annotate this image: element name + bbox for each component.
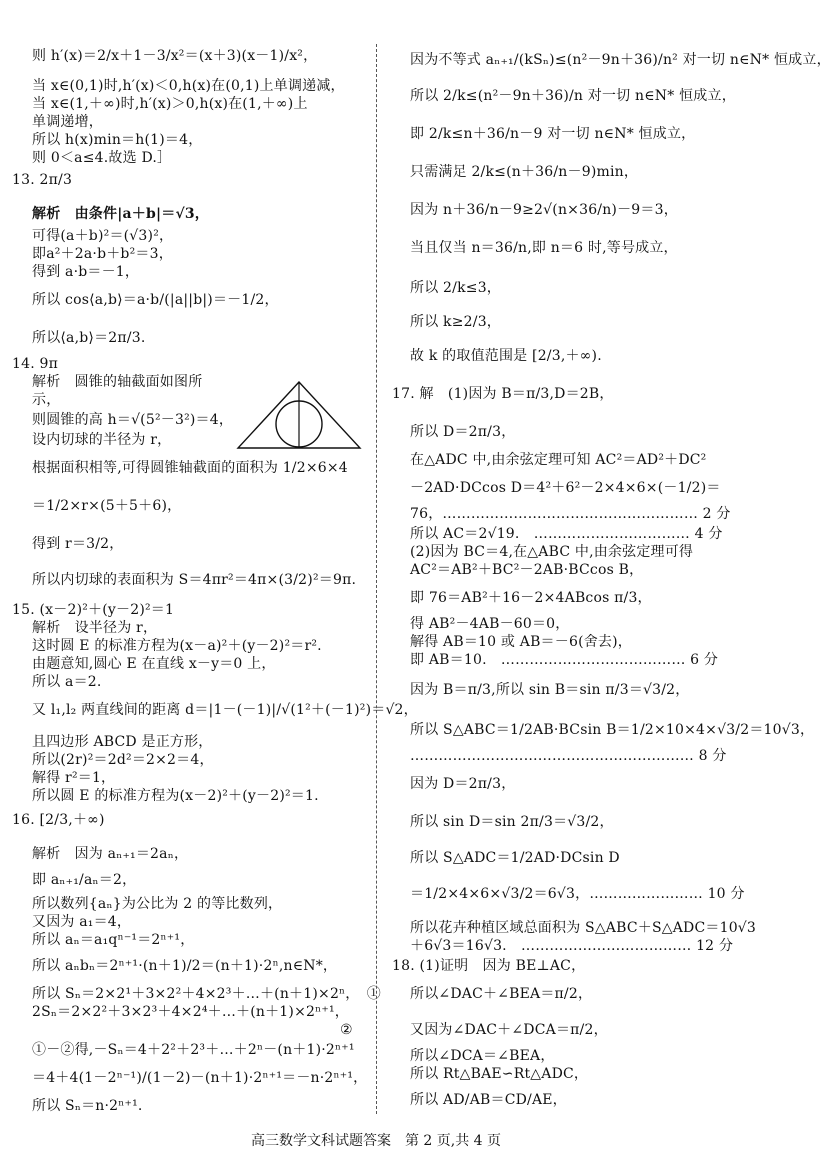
text-line: 所以 cos⟨a,b⟩＝a·b/(|a||b|)＝－1/2， xyxy=(32,292,279,308)
text-line: 13. 2π/3 xyxy=(12,172,73,188)
text-line: 17. 解 (1)因为 B＝π/3,D＝2B， xyxy=(392,386,614,402)
text-line: 所以(2r)²＝2d²＝2×2＝4， xyxy=(32,752,214,768)
text-line: 2Sₙ＝2×2²＋3×2³＋4×2⁴＋…＋(n＋1)×2ⁿ⁺¹， xyxy=(32,1004,349,1020)
text-line: 所以 S△ADC＝1/2AD·DCsin D xyxy=(410,850,620,866)
text-line: 故 k 的取值范围是 [2/3,＋∞). xyxy=(410,348,602,364)
text-line: 得到 a·b＝－1， xyxy=(32,264,140,280)
text-line: 所以 2/k≤3， xyxy=(410,280,501,296)
text-line: 且四边形 ABCD 是正方形， xyxy=(32,734,213,750)
text-line: 所以花卉种植区域总面积为 S△ABC＋S△ADC＝10√3 xyxy=(410,920,757,936)
text-line: 所以 h(x)min＝h(1)＝4， xyxy=(32,132,203,148)
text-line: 又 l₁,l₂ 两直线间的距离 d＝|1－(－1)|/√(1²＋(－1)²)＝√2， xyxy=(32,702,418,718)
text-line: 所以 Rt△BAE∽Rt△ADC， xyxy=(410,1066,589,1082)
text-line: 所以∠DCA＝∠BEA， xyxy=(410,1048,555,1064)
text-line: 根据面积相等,可得圆锥轴截面的面积为 1/2×6×4 xyxy=(32,460,348,476)
text-line: 所以∠DAC＋∠BEA＝π/2， xyxy=(410,986,593,1002)
text-line: 所以 Sₙ＝2×2¹＋3×2²＋4×2³＋…＋(n＋1)×2ⁿ， ① xyxy=(32,986,381,1002)
text-line: 则 0＜a≤4.故选 D.］ xyxy=(32,150,172,166)
text-line: AC²＝AB²＋BC²－2AB·BCcos B， xyxy=(410,562,644,578)
text-line: 所以数列{aₙ}为公比为 2 的等比数列， xyxy=(32,896,283,912)
text-line: 所以 k≥2/3， xyxy=(410,314,501,330)
text-line: 因为 D＝2π/3， xyxy=(410,776,516,792)
text-line: 即a²＋2a·b＋b²＝3， xyxy=(32,246,173,262)
text-line: 所以 D＝2π/3， xyxy=(410,424,516,440)
text-line: 解得 r²＝1， xyxy=(32,770,116,786)
text-line: 当 x∈(0,1)时,h′(x)＜0,h(x)在(0,1)上单调递减， xyxy=(32,78,345,94)
text-line: 由题意知,圆心 E 在直线 x－y＝0 上， xyxy=(32,656,276,672)
text-line: －2AD·DCcos D＝4²＋6²－2×4×6×(－1/2)＝ xyxy=(410,480,721,496)
text-line: ＝1/2×4×6×√3/2＝6√3，…………………… 10 分 xyxy=(410,886,745,902)
text-line: 解析 圆锥的轴截面如图所 xyxy=(32,374,203,390)
text-line: 所以 aₙbₙ＝2ⁿ⁺¹·(n＋1)/2＝(n＋1)·2ⁿ,n∈N*， xyxy=(32,958,338,974)
text-line: 解析 由条件|a＋b|＝√3， xyxy=(32,206,209,222)
text-line: 15. (x－2)²＋(y－2)²＝1 xyxy=(12,602,175,618)
text-line: 又因为 a₁＝4， xyxy=(32,914,132,930)
text-line: ①－②得,－Sₙ＝4＋2²＋2³＋…＋2ⁿ－(n＋1)·2ⁿ⁺¹ xyxy=(32,1042,355,1058)
text-line: 76，……………………………………………… 2 分 xyxy=(410,506,731,522)
text-line: 所以 aₙ＝a₁qⁿ⁻¹＝2ⁿ⁺¹， xyxy=(32,932,195,948)
text-line: 18. (1)证明 因为 BE⊥AC， xyxy=(392,958,586,974)
text-line: 所以⟨a,b⟩＝2π/3. xyxy=(32,330,146,346)
text-line: 解得 AB＝10 或 AB＝－6(舍去)， xyxy=(410,634,632,650)
text-line: 因为 n＋36/n－9≥2√(n×36/n)－9＝3， xyxy=(410,202,678,218)
text-line: 即 AB＝10. ………………………………… 6 分 xyxy=(410,652,719,668)
cone-cross-section-figure xyxy=(236,380,362,452)
text-line: 这时圆 E 的标准方程为(x－a)²＋(y－2)²＝r². xyxy=(32,638,322,654)
right-column xyxy=(380,0,831,1123)
column-divider xyxy=(376,44,377,1114)
left-column xyxy=(0,0,418,1123)
text-line: 即 aₙ₊₁/aₙ＝2， xyxy=(32,872,137,888)
text-line: ＋6√3＝16√3. ……………………………… 12 分 xyxy=(410,938,734,954)
text-line: 可得(a＋b)²＝(√3)²， xyxy=(32,228,174,244)
text-line: 即 2/k≤n＋36/n－9 对一切 n∈N* 恒成立， xyxy=(410,126,696,142)
text-line: 所以 AD/AB＝CD/AE， xyxy=(410,1092,567,1108)
text-line: 当且仅当 n＝36/n,即 n＝6 时,等号成立， xyxy=(410,240,678,256)
text-line: 则圆锥的高 h＝√(5²－3²)＝4， xyxy=(32,412,234,428)
text-line: 因为 B＝π/3,所以 sin B＝sin π/3＝√3/2， xyxy=(410,682,690,698)
text-line: 所以 a＝2. xyxy=(32,674,102,690)
text-line: 所以圆 E 的标准方程为(x－2)²＋(y－2)²＝1. xyxy=(32,788,319,804)
text-line: 16. [2/3,＋∞) xyxy=(12,812,105,828)
text-line: (2)因为 BC＝4,在△ABC 中,由余弦定理可得 xyxy=(410,544,694,560)
text-line: ＝4＋4(1－2ⁿ⁻¹)/(1－2)－(n＋1)·2ⁿ⁺¹＝－n·2ⁿ⁺¹， xyxy=(32,1070,368,1086)
text-line: 当 x∈(1,＋∞)时,h′(x)＞0,h(x)在(1,＋∞)上 xyxy=(32,96,308,112)
text-line: 则 h′(x)＝2/x＋1－3/x²＝(x＋3)(x－1)/x²， xyxy=(32,48,318,64)
text-line: 所以内切球的表面积为 S＝4πr²＝4π×(3/2)²＝9π. xyxy=(32,572,357,588)
text-line: 所以 S△ABC＝1/2AB·BCsin B＝1/2×10×4×√3/2＝10√3， xyxy=(410,722,815,738)
text-line: ＝1/2×r×(5＋5＋6)， xyxy=(32,498,182,514)
text-line: 解析 因为 aₙ₊₁＝2aₙ， xyxy=(32,846,189,862)
text-line: 又因为∠DAC＋∠DCA＝π/2， xyxy=(410,1022,608,1038)
text-line: 所以 Sₙ＝n·2ⁿ⁺¹. xyxy=(32,1098,143,1114)
text-line: 在△ADC 中,由余弦定理可知 AC²＝AD²＋DC² xyxy=(410,452,707,468)
text-line: 即 76＝AB²＋16－2×4ABcos π/3， xyxy=(410,590,652,606)
text-line: 所以 sin D＝sin 2π/3＝√3/2， xyxy=(410,814,614,830)
text-line: 得 AB²－4AB－60＝0， xyxy=(410,616,570,632)
text-line: ② xyxy=(340,1022,353,1038)
text-line: 只需满足 2/k≤(n＋36/n－9)min， xyxy=(410,164,639,180)
text-line: 所以 2/k≤(n²－9n＋36)/n 对一切 n∈N* 恒成立， xyxy=(410,88,736,104)
text-line: 示， xyxy=(32,392,61,408)
text-line: 解析 设半径为 r， xyxy=(32,620,158,636)
text-line: 所以 AC＝2√19. …………………………… 4 分 xyxy=(410,526,723,542)
text-line: …………………………………………………… 8 分 xyxy=(410,748,727,764)
text-line: 14. 9π xyxy=(12,356,59,372)
page-footer: 高三数学文科试题答案 第 2 页,共 4 页 xyxy=(250,1133,502,1149)
text-line: 设内切球的半径为 r， xyxy=(32,432,172,448)
text-line: 因为不等式 aₙ₊₁/(kSₙ)≤(n²－9n＋36)/n² 对一切 n∈N* 恒成立， xyxy=(410,52,831,68)
text-line: 单调递增， xyxy=(32,114,103,130)
text-line: 得到 r＝3/2， xyxy=(32,536,124,552)
